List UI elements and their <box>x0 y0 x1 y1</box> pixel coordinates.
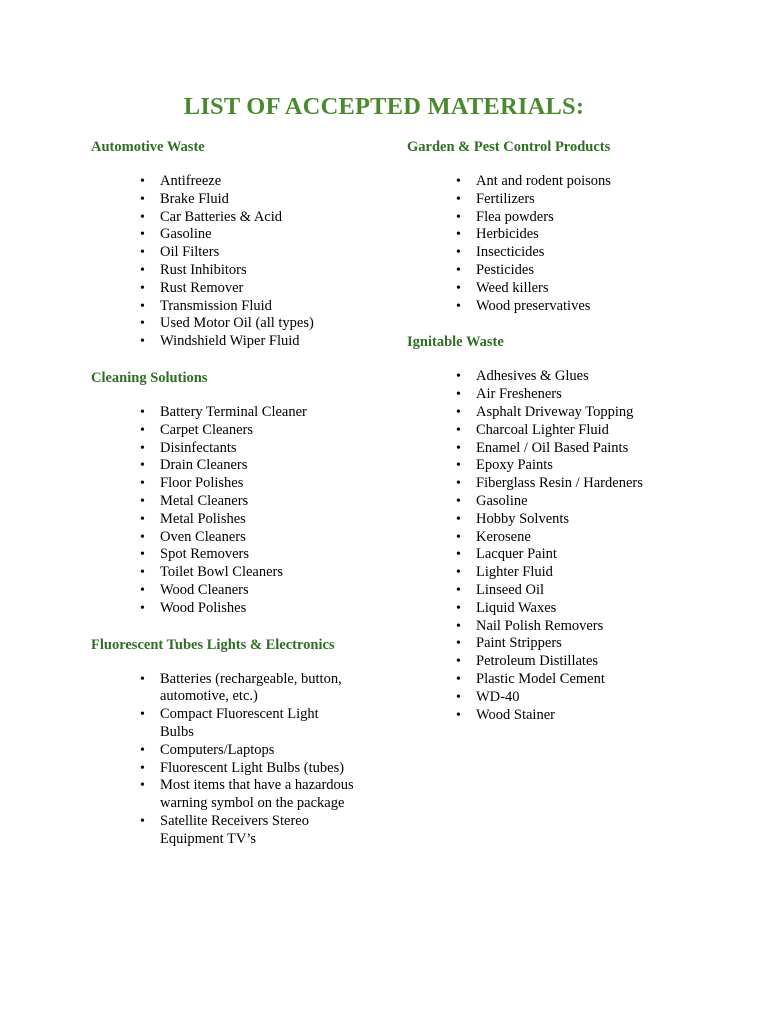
bullet-icon: • <box>456 476 461 492</box>
bullet-icon: • <box>140 760 145 776</box>
list-item: • Herbicides <box>456 226 539 243</box>
left-column <box>91 137 381 849</box>
bullet-icon: • <box>456 227 461 243</box>
list-item: • Insecticides <box>456 244 545 261</box>
bullet-icon: • <box>140 245 145 261</box>
bullet-icon: • <box>140 778 145 794</box>
bullet-icon: • <box>456 618 461 634</box>
list-item: • WD-40 <box>456 688 520 705</box>
list-item: • Satellite Receivers Stereo Equipment TV’s <box>140 812 309 847</box>
list-item: • Charcoal Lighter Fluid <box>456 421 609 438</box>
bullet-icon: • <box>456 689 461 705</box>
list-item: • Windshield Wiper Fluid <box>140 333 300 350</box>
list-item: • Gasoline <box>456 492 528 509</box>
bullet-icon: • <box>456 209 461 225</box>
list-item: • Oil Filters <box>140 244 220 261</box>
item-list <box>91 671 381 849</box>
bullet-icon: • <box>140 316 145 332</box>
bullet-icon: • <box>456 191 461 207</box>
list-item: • Car Batteries & Acid <box>140 208 283 225</box>
item-list <box>91 173 381 351</box>
list-item: • Ant and rodent poisons <box>456 173 611 189</box>
list-item: • Petroleum Distillates <box>456 653 599 670</box>
list-item: • Wood Stainer <box>456 706 555 723</box>
bullet-icon: • <box>140 565 145 581</box>
bullet-icon: • <box>456 245 461 261</box>
section-automotive-waste <box>91 137 381 351</box>
list-item: • Epoxy Paints <box>456 457 553 474</box>
section-heading: Cleaning Solutions <box>91 369 208 386</box>
bullet-icon: • <box>140 404 145 420</box>
item-list <box>407 368 707 724</box>
bullet-icon: • <box>456 529 461 545</box>
bullet-icon: • <box>140 458 145 474</box>
section-heading: Fluorescent Tubes Lights & Electronics <box>91 636 335 653</box>
list-item: • Asphalt Driveway Topping <box>456 403 634 420</box>
list-item: • Air Fresheners <box>456 386 562 403</box>
list-item: • Batteries (rechargeable, button, automotive, etc.) <box>140 670 342 705</box>
list-item: • Liquid Waxes <box>456 599 557 616</box>
list-item: • Used Motor Oil (all types) <box>140 315 314 332</box>
list-item: • Rust Remover <box>140 279 244 296</box>
bullet-icon: • <box>456 511 461 527</box>
list-item: • Oven Cleaners <box>140 528 246 545</box>
list-item: • Brake Fluid <box>140 190 229 207</box>
bullet-icon: • <box>140 529 145 545</box>
bullet-icon: • <box>456 654 461 670</box>
bullet-icon: • <box>456 565 461 581</box>
list-item: • Metal Cleaners <box>140 492 249 509</box>
bullet-icon: • <box>456 387 461 403</box>
bullet-icon: • <box>456 174 461 189</box>
bullet-icon: • <box>140 511 145 527</box>
list-item: • Compact Fluorescent Light Bulbs <box>140 706 319 740</box>
list-item: • Kerosene <box>456 528 531 545</box>
bullet-icon: • <box>456 422 461 438</box>
list-item: • Wood Polishes <box>140 599 247 616</box>
bullet-icon: • <box>140 707 145 723</box>
list-item: • Carpet Cleaners <box>140 421 254 438</box>
section-cleaning-solutions <box>91 368 381 618</box>
list-item: • Fiberglass Resin / Hardeners <box>456 475 643 492</box>
section-ignitable-waste <box>407 332 707 724</box>
list-item: • Enamel / Oil Based Paints <box>456 439 629 456</box>
section-garden-pest-control <box>407 137 707 315</box>
bullet-icon: • <box>456 298 461 314</box>
bullet-icon: • <box>140 476 145 492</box>
bullet-icon: • <box>456 262 461 278</box>
bullet-icon: • <box>456 671 461 687</box>
bullet-icon: • <box>456 404 461 420</box>
bullet-icon: • <box>140 191 145 207</box>
list-item: • Wood Cleaners <box>140 581 249 598</box>
bullet-icon: • <box>140 813 145 829</box>
list-item: • Weed killers <box>456 279 549 296</box>
list-item: • Hobby Solvents <box>456 510 570 527</box>
section-fluorescent-electronics <box>91 635 381 849</box>
bullet-icon: • <box>456 547 461 563</box>
list-item: • Lacquer Paint <box>456 546 557 563</box>
list-item: • Spot Removers <box>140 546 250 563</box>
list-item: • Wood preservatives <box>456 297 591 314</box>
bullet-icon: • <box>140 493 145 509</box>
bullet-icon: • <box>140 582 145 598</box>
list-item: • Disinfectants <box>140 439 237 456</box>
list-item: • Gasoline <box>140 226 212 243</box>
list-item: • Antifreeze <box>140 173 222 189</box>
bullet-icon: • <box>140 334 145 350</box>
bullet-icon: • <box>140 600 145 616</box>
list-item: • Metal Polishes <box>140 510 246 527</box>
bullet-icon: • <box>140 262 145 278</box>
bullet-icon: • <box>456 440 461 456</box>
bullet-icon: • <box>140 174 145 189</box>
bullet-icon: • <box>456 280 461 296</box>
bullet-icon: • <box>140 209 145 225</box>
list-item: • Linseed Oil <box>456 581 545 598</box>
bullet-icon: • <box>456 369 461 385</box>
list-item: • Pesticides <box>456 261 534 278</box>
bullet-icon: • <box>140 742 145 758</box>
list-item: • Nail Polish Removers <box>456 617 604 634</box>
list-item: • Adhesives & Glues <box>456 368 589 385</box>
list-item: • Floor Polishes <box>140 475 244 492</box>
bullet-icon: • <box>140 422 145 438</box>
list-item: • Most items that have a hazardous warning symbol on the package <box>140 777 354 812</box>
bullet-icon: • <box>456 707 461 723</box>
list-item: • Fluorescent Light Bulbs (tubes) <box>140 759 345 776</box>
bullet-icon: • <box>456 582 461 598</box>
list-item: • Rust Inhibitors <box>140 261 247 278</box>
bullet-icon: • <box>140 227 145 243</box>
bullet-icon: • <box>456 600 461 616</box>
section-heading: Garden & Pest Control Products <box>407 139 611 155</box>
list-item: • Drain Cleaners <box>140 457 248 474</box>
list-item: • Toilet Bowl Cleaners <box>140 564 284 581</box>
list-item: • Plastic Model Cement <box>456 670 605 687</box>
section-heading: Automotive Waste <box>91 139 205 155</box>
bullet-icon: • <box>140 280 145 296</box>
item-list <box>407 173 707 315</box>
bullet-icon: • <box>140 547 145 563</box>
bullet-icon: • <box>140 671 145 687</box>
bullet-icon: • <box>456 493 461 509</box>
list-item: • Fertilizers <box>456 190 535 207</box>
list-item: • Transmission Fluid <box>140 297 272 314</box>
right-column <box>407 137 707 724</box>
list-item: • Paint Strippers <box>456 635 562 652</box>
bullet-icon: • <box>456 636 461 652</box>
bullet-icon: • <box>140 440 145 456</box>
bullet-icon: • <box>456 458 461 474</box>
list-item: • Computers/Laptops <box>140 741 275 758</box>
list-item: • Lighter Fluid <box>456 564 553 581</box>
list-item: • Battery Terminal Cleaner <box>140 403 307 420</box>
section-heading: Ignitable Waste <box>407 334 504 351</box>
page-title: LIST OF ACCEPTED MATERIALS: <box>183 93 585 120</box>
item-list <box>91 404 381 618</box>
bullet-icon: • <box>140 298 145 314</box>
list-item: • Flea powders <box>456 208 554 225</box>
